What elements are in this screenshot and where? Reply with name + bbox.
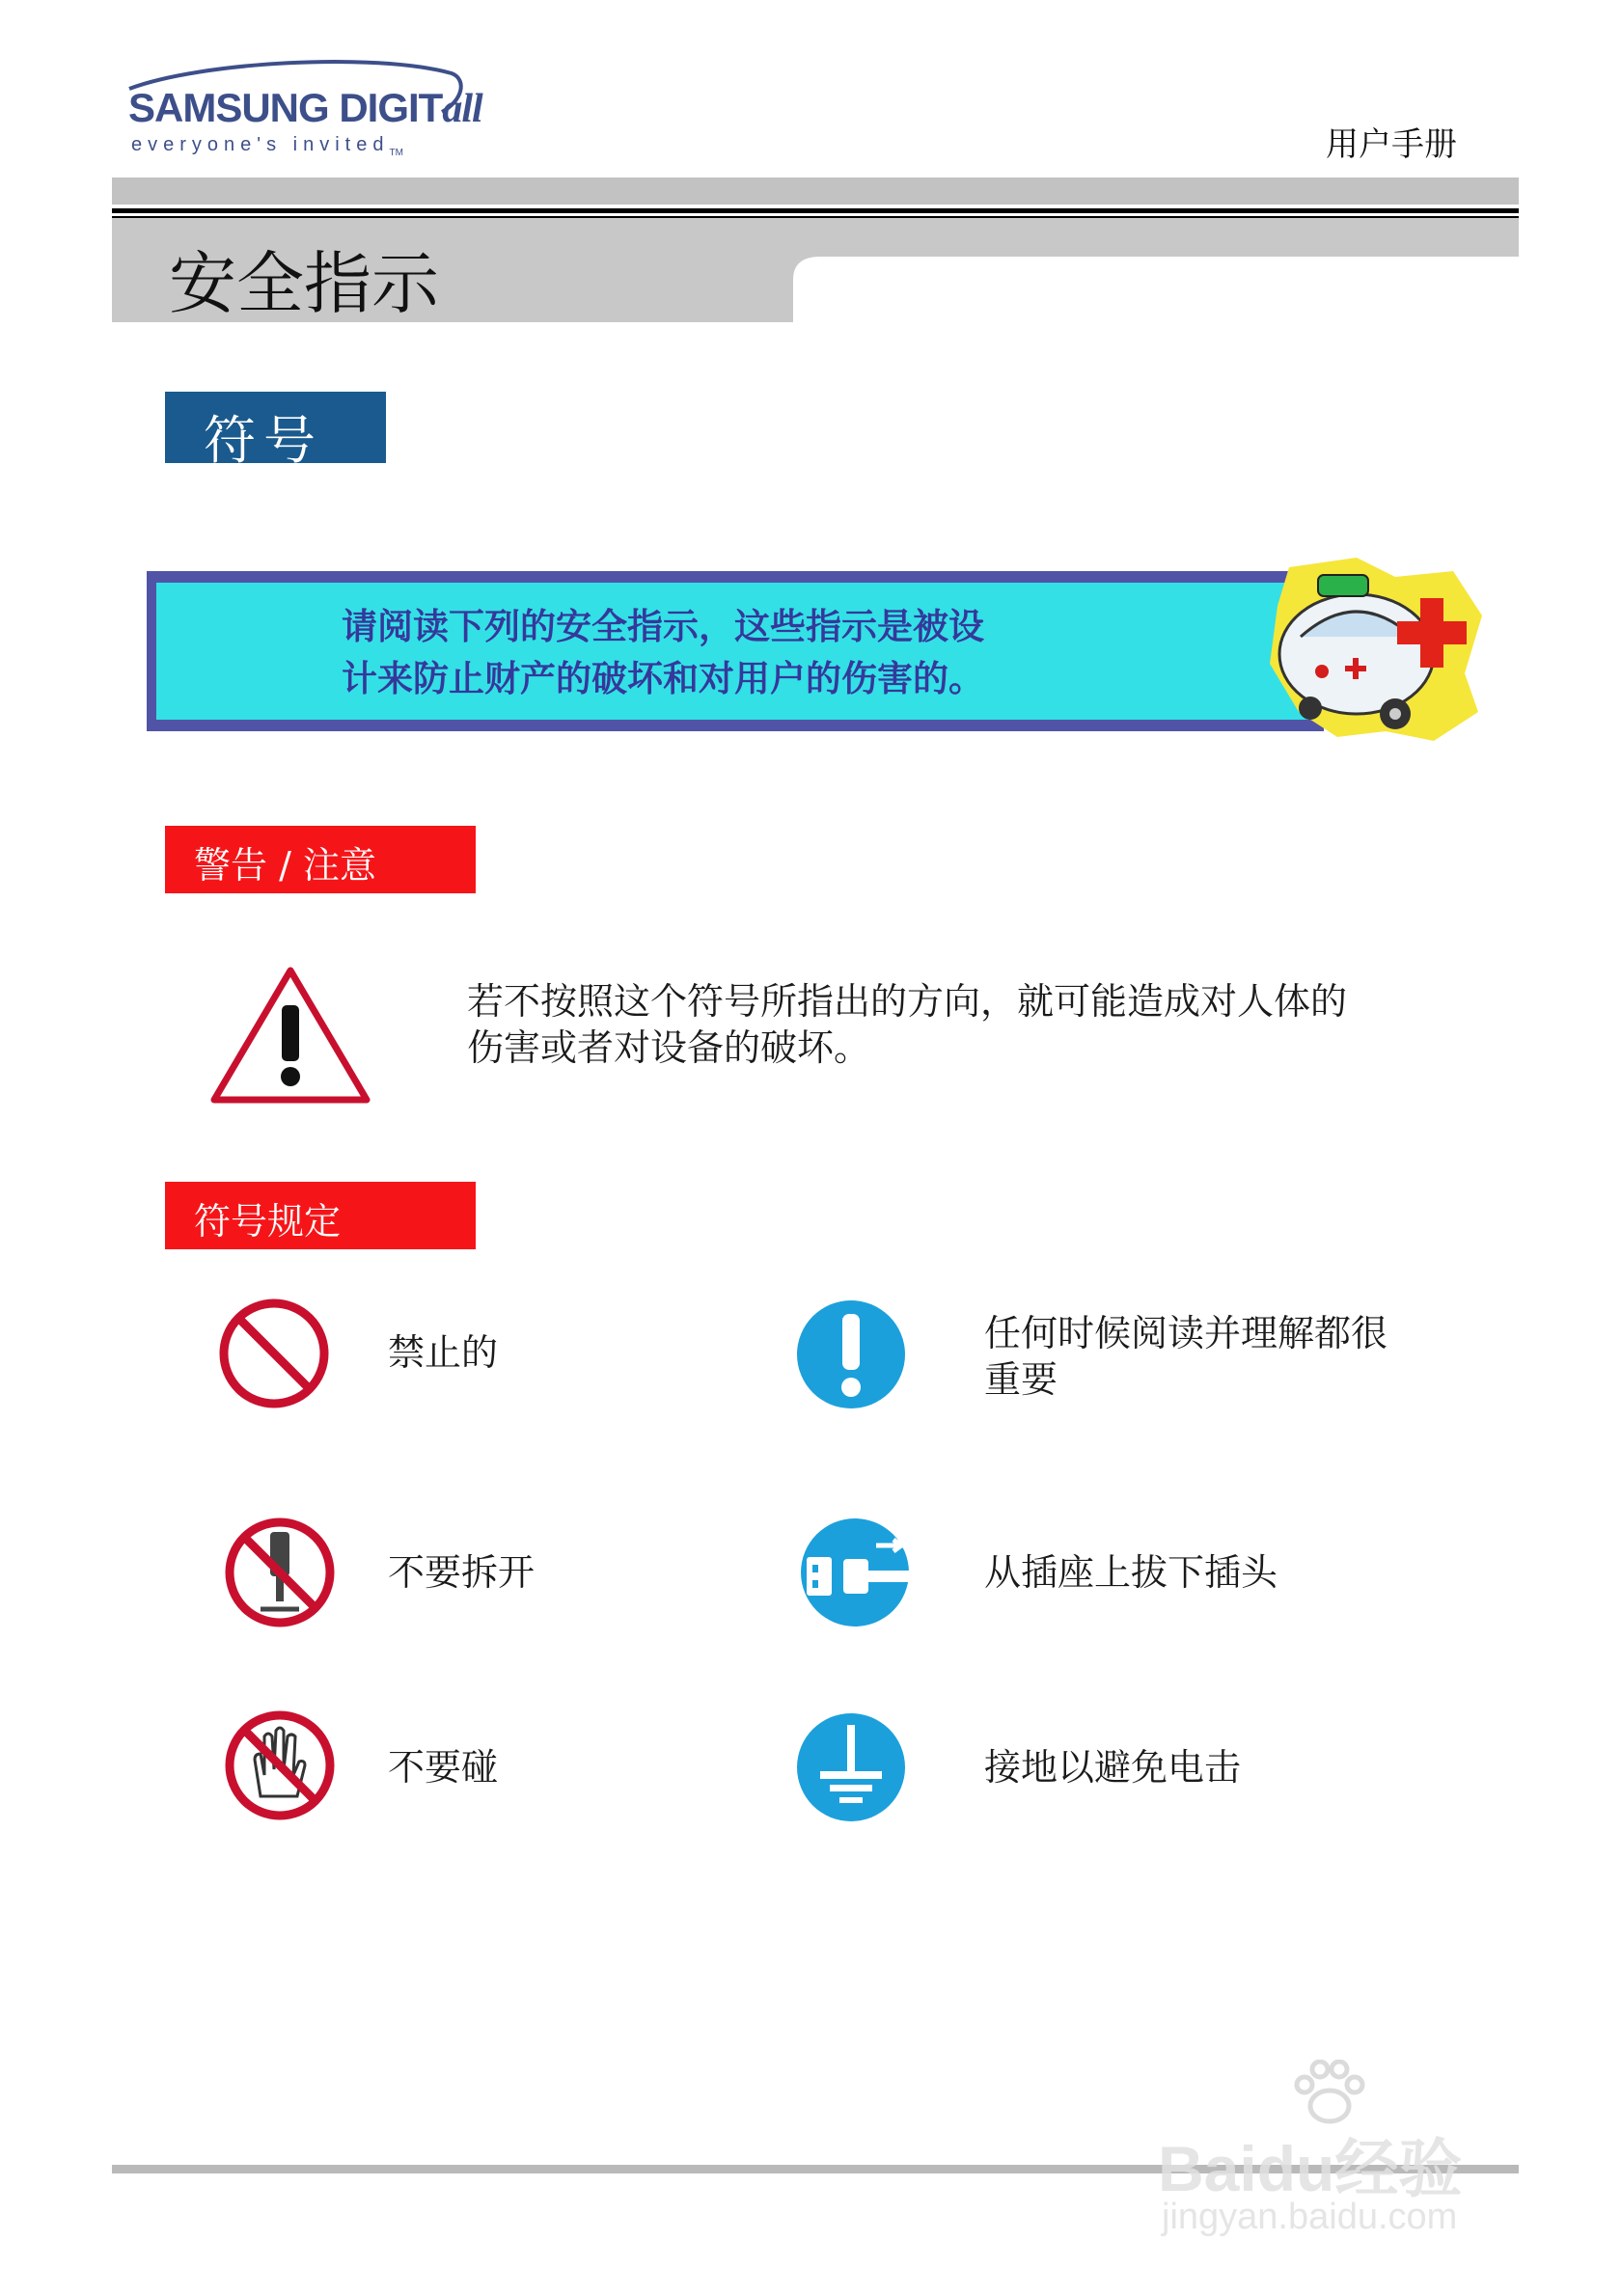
- do-not-disassemble-icon: [222, 1515, 338, 1630]
- manual-label: 用户手册: [1326, 125, 1457, 164]
- conventions-tag-label: 符号规定: [194, 1200, 342, 1243]
- prohibited-label: 禁止的: [388, 1331, 499, 1374]
- trademark-mark: TM: [389, 148, 403, 158]
- unplug-label: 从插座上拔下插头: [984, 1551, 1278, 1594]
- ambulance-icon: [1250, 548, 1492, 751]
- prohibited-icon: [216, 1296, 332, 1411]
- important-label: [984, 1310, 1387, 1403]
- warning-text-line-2: 伤害或者对设备的破坏。: [467, 1026, 871, 1069]
- banner-line-2: 计来防止财产的破坏和对用户的伤害的。: [342, 657, 984, 699]
- important-icon: [795, 1298, 907, 1410]
- do-not-touch-icon: [222, 1708, 338, 1823]
- warning-text-line-1: 若不按照这个符号所指出的方向，就可能造成对人体的: [467, 980, 1348, 1023]
- banner-inner: [156, 583, 1324, 720]
- brand-suffix: all: [442, 87, 482, 131]
- watermark-url: jingyan.baidu.com: [1162, 2197, 1458, 2237]
- tagline-text: everyone's invited: [131, 134, 390, 155]
- important-label-line-2: 重要: [984, 1358, 1058, 1401]
- conventions-tag: [165, 1182, 476, 1249]
- watermark-text: Baidu经验: [1158, 2133, 1463, 2204]
- do-not-touch-label: 不要碰: [388, 1746, 499, 1789]
- ground-label: 接地以避免电击: [984, 1746, 1242, 1789]
- header-gray-rule: [112, 178, 1519, 205]
- safety-banner: [147, 571, 1324, 731]
- banner-line-1: 请阅读下列的安全指示，这些指示是被设: [342, 605, 984, 647]
- symbols-tag-label: 符号: [204, 410, 323, 471]
- do-not-disassemble-label: 不要拆开: [388, 1551, 536, 1594]
- baidu-watermark: [1156, 2060, 1532, 2253]
- warning-caution-tag: [165, 826, 476, 893]
- brand-tagline: [131, 134, 403, 158]
- ground-icon: [795, 1711, 907, 1823]
- banner-text: [342, 600, 984, 704]
- warning-tag-label: 警告 / 注意: [194, 844, 376, 887]
- brand-name: SAMSUNG DIGIT: [128, 85, 443, 130]
- page-title: 安全指示: [169, 244, 439, 323]
- samsung-logo: [128, 85, 482, 132]
- important-label-line-1: 任何时候阅读并理解都很: [984, 1312, 1388, 1354]
- header-black-rule: [112, 208, 1519, 213]
- warning-description: [467, 978, 1347, 1071]
- warning-triangle-icon: [206, 963, 374, 1107]
- symbols-section-tag: [165, 392, 386, 471]
- unplug-icon: [801, 1517, 917, 1628]
